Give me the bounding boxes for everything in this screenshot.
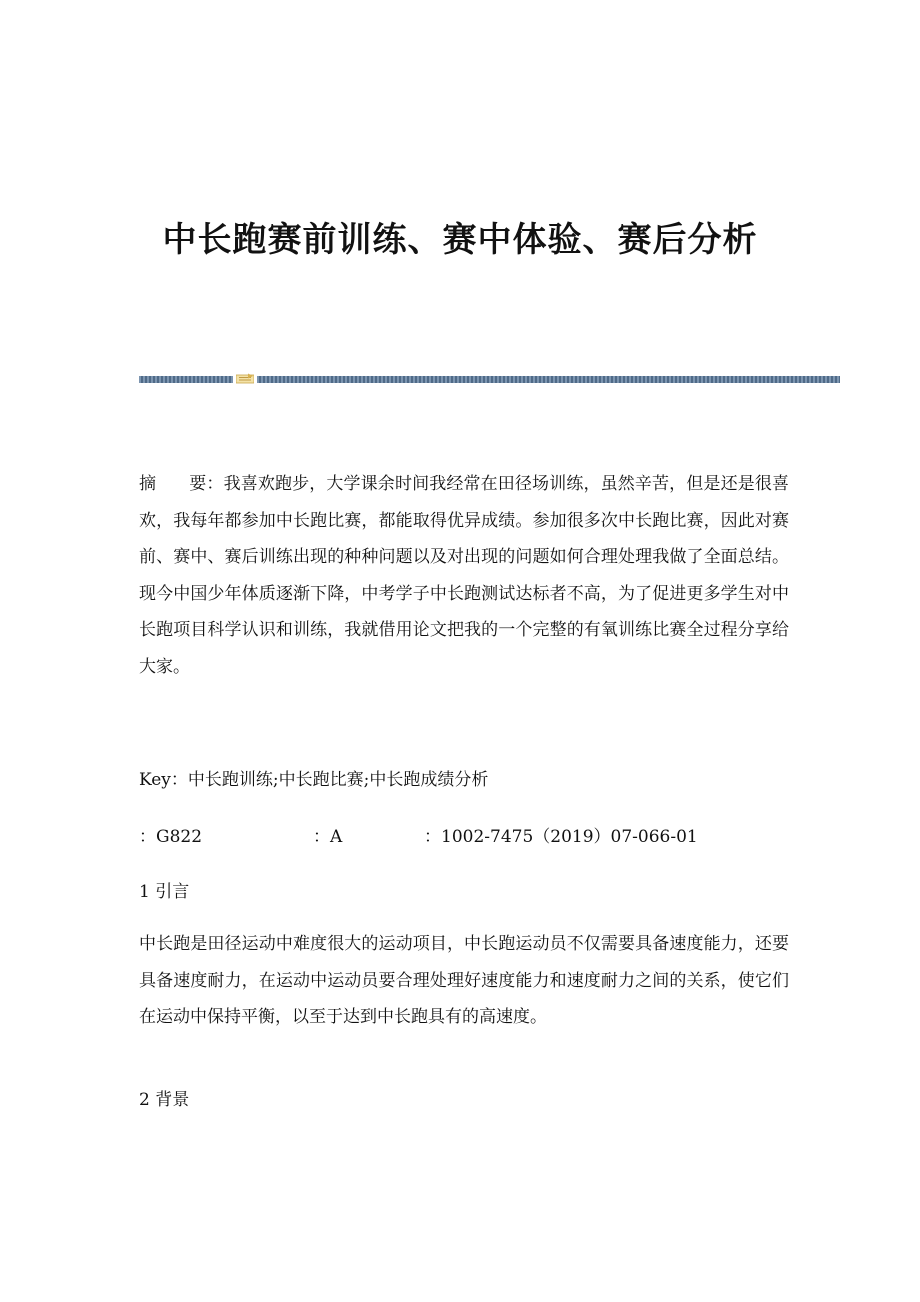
keywords: Key：中长跑训练;中长跑比赛;中长跑成绩分析 (139, 770, 489, 790)
clc-number: ：G822 (139, 827, 203, 847)
intro-paragraph: 中长跑是田径运动中难度很大的运动项目，中长跑运动员不仅需要具备速度能力，还要具备速度耐力，在运动中运动员要合理处理好速度能力和速度耐力之间的关系，使它们在运动中保持平衡，以至于达到中长跑具有的高速度。 (139, 934, 789, 1027)
page-title: 中长跑赛前训练、赛中体验、赛后分析 (162, 220, 758, 260)
section-heading-intro: 1 引言 (139, 882, 190, 902)
document-code: ：A (313, 827, 343, 847)
abstract (139, 466, 789, 685)
article-id: ：1002-7475（2019）07-066-01 (424, 827, 698, 847)
pencil-ornament-icon (236, 373, 254, 384)
section-heading-background: 2 背景 (139, 1090, 190, 1110)
abstract-text: 我喜欢跑步，大学课余时间我经常在田径场训练，虽然辛苦，但是还是很喜欢，我每年都参加中长跑比赛，都能取得优异成绩。参加很多次中长跑比赛，因此对赛前、赛中、赛后训练出现的种种问题以及对出现的问题如何合理处理我做了全面总结。现今中国少年体质逐渐下降，中考学子中长跑测试达标者不高，为了促进更多学生对中长跑项目科学认识和训练，我就借用论文把我的一个完整的有氧训练比赛全过程分享给大家。 (139, 474, 790, 677)
abstract-label-second: 要： (189, 474, 224, 494)
title-divider-right (257, 376, 840, 383)
title-divider-left (139, 376, 233, 383)
abstract-label-first: 摘 (139, 474, 157, 494)
